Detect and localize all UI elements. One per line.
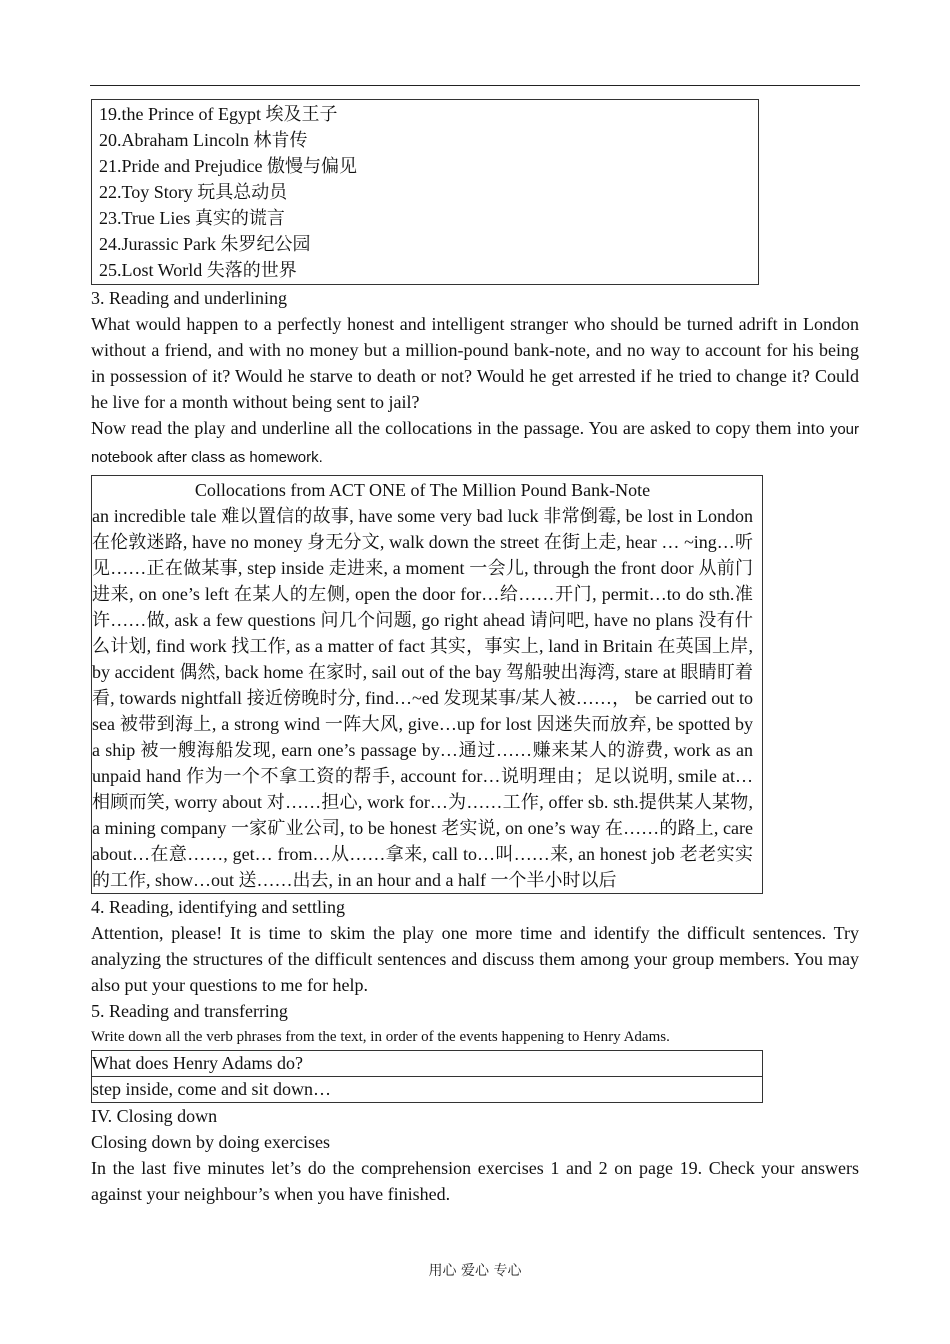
- verb-phrase-table: [91, 1050, 763, 1103]
- section5-note: Write down all the verb phrases from the text, in order of the events happening to Henry Adams.: [91, 1029, 670, 1045]
- film-list-item: 24.Jurassic Park 朱罗纪公园: [99, 234, 311, 254]
- section-iv-subheading: Closing down by doing exercises: [91, 1132, 330, 1152]
- instruction-tail: your notebook after class as homework.: [91, 421, 859, 466]
- instruction-text: Now read the play and underline all the collocations in the passage. You are asked to copy them into: [91, 418, 830, 438]
- film-list-item: 22.Toy Story 玩具总动员: [99, 182, 288, 202]
- section-iv-heading: IV. Closing down: [91, 1106, 218, 1126]
- table-header-cell: What does Henry Adams do?: [92, 1051, 763, 1077]
- section3-paragraph: What would happen to a perfectly honest and intelligent stranger who should be turned adrift in London without a friend, and with no money but a million-pound bank-note, and no way to account for his being in possession of it? Would he starve to death or not? Would he get arrested if he tried to change it? Could he live for a month without being sent to jail?: [91, 314, 859, 412]
- section3-instruction: [91, 415, 859, 471]
- film-list-item: 25.Lost World 失落的世界: [99, 260, 297, 280]
- film-list-item: 21.Pride and Prejudice 傲慢与偏见: [99, 156, 357, 176]
- collocations-body: an incredible tale 难以置信的故事, have some very bad luck 非常倒霉, be lost in London 在伦敦迷路, have no money 身无分文, walk down the street 在街上走, hear … ~ing…听见……正在做某事, step inside 走进来, a moment 一会儿, through the front door 从前门进来, on one’s left 在某人的左侧, open the door for…给……开门, permit…to do sth.准许……做, ask a few questions 问几个问题, go right ahead 请问吧, have no plans 没有什么计划, find work 找工作, as a matter of fact 其实，事实上, land in Britain 在英国上岸, by accident 偶然, back home 在家时, sail out of the bay 驾船驶出海湾, stare at 眼睛盯着看, towards nightfall 接近傍晚时分, find…~ed 发现某事/某人被……， be carried out to sea 被带到海上, a strong wind 一阵大风, give…up for lost 因迷失而放弃, be spotted by a ship 被一艘海船发现, earn one’s passage by…通过……赚来某人的游费, work as an unpaid hand 作为一个不拿工资的帮手, account for…说明理由；足以说明, smile at…相顾而笑, worry about 对……担心, work for…为……工作, offer sb. sth.提供某人某物, a mining company 一家矿业公司, to be honest 老实说, on one’s way 在……的路上, care about…在意……, get… from…从……拿来, call to…叫……来, an honest job 老老实实的工作, show…out 送……出去, in an hour and a half 一个半小时以后: [92, 506, 753, 890]
- film-list-item: 23.True Lies 真实的谎言: [99, 208, 285, 228]
- film-list-item: 20.Abraham Lincoln 林肯传: [99, 130, 308, 150]
- page-footer: 用心 爱心 专心: [428, 1263, 522, 1279]
- table-row: [92, 1077, 763, 1103]
- section4-heading: 4. Reading, identifying and settling: [91, 897, 345, 917]
- document-body: [91, 99, 859, 1207]
- section4-paragraph: Attention, please! It is time to skim the play one more time and identify the difficult sentences. Try analyzing the structures of the difficult sentences and discuss them among your group members. You may also put your questions to me for help.: [91, 923, 859, 995]
- collocations-box: [91, 475, 763, 894]
- header-rule: [90, 85, 860, 86]
- collocations-title: Collocations from ACT ONE of The Million Pound Bank-Note: [194, 480, 651, 500]
- film-list-item: 19.the Prince of Egypt 埃及王子: [99, 104, 338, 124]
- section5-heading: 5. Reading and transferring: [91, 1001, 288, 1021]
- table-row: [92, 1051, 763, 1077]
- section-iv-paragraph: In the last five minutes let’s do the comprehension exercises 1 and 2 on page 19. Check your answers against your neighbour’s when you have finished.: [91, 1158, 859, 1204]
- table-cell: step inside, come and sit down…: [92, 1077, 763, 1103]
- section3-heading: 3. Reading and underlining: [91, 288, 287, 308]
- film-list-box: [91, 99, 759, 285]
